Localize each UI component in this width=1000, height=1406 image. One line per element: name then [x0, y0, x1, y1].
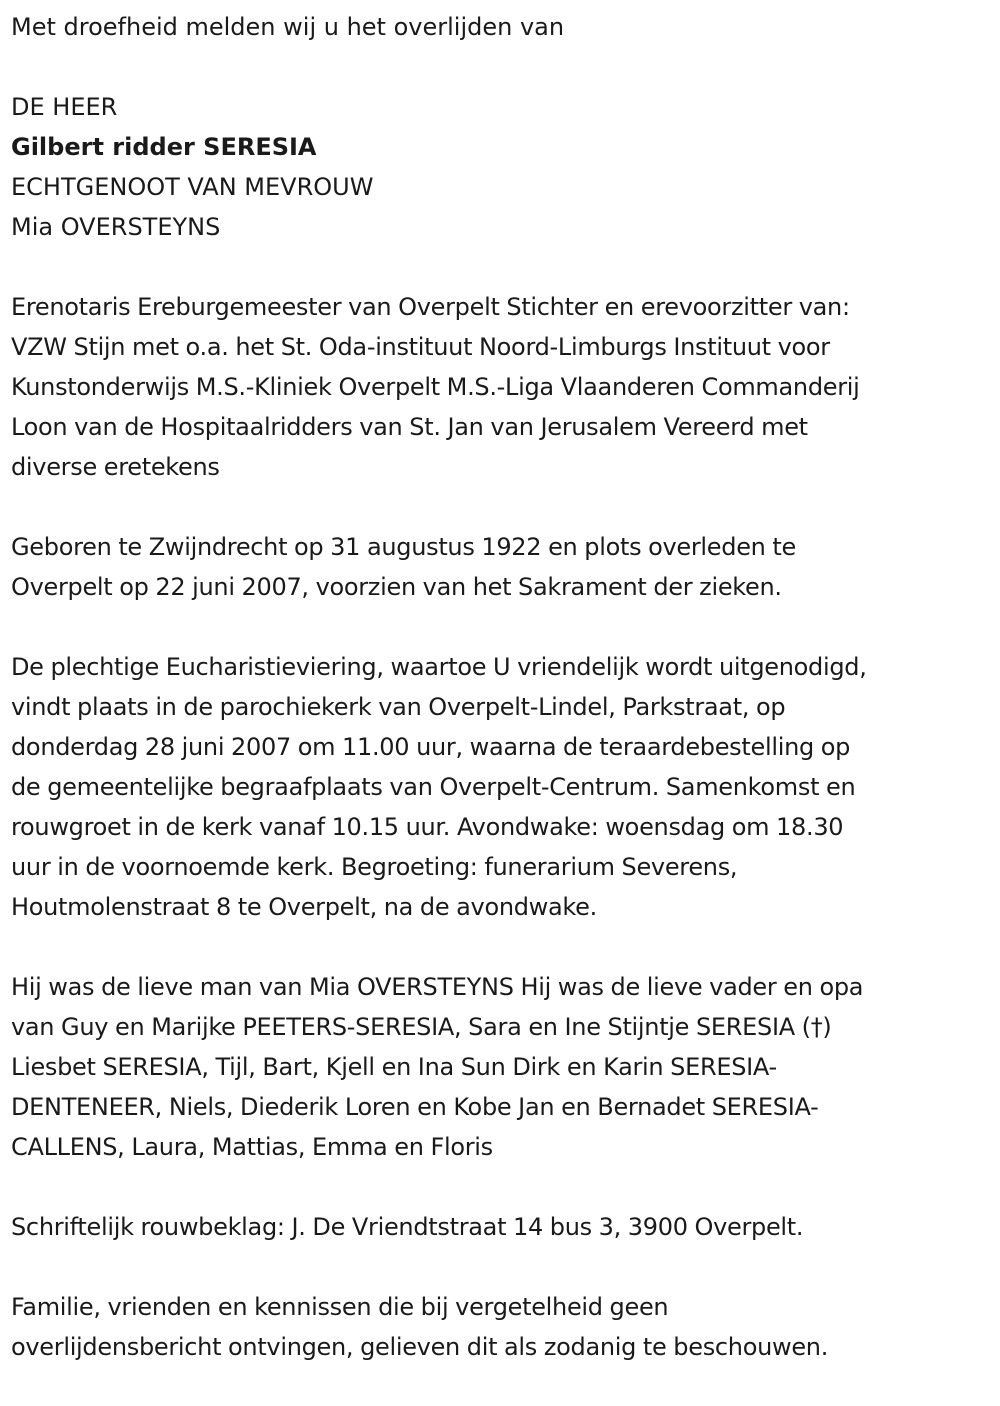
intro-line: Met droefheid melden wij u het overlijden van	[11, 13, 565, 41]
ceremony-line: rouwgroet in de kerk vanaf 10.15 uur. Avondwake: woensdag om 18.30	[11, 813, 844, 841]
birth-death-line: Overpelt op 22 juni 2007, voorzien van het Sakrament der zieken.	[11, 573, 782, 601]
spacer	[11, 47, 996, 87]
titles-line: Erenotaris Ereburgemeester van Overpelt Stichter en erevoorzitter van:	[11, 293, 850, 321]
ceremony-line: De plechtige Eucharistieviering, waartoe U vriendelijk wordt uitgenodigd,	[11, 653, 867, 681]
ceremony-line: vindt plaats in de parochiekerk van Overpelt-Lindel, Parkstraat, op	[11, 693, 786, 721]
spacer	[11, 927, 996, 967]
family-line: Hij was de lieve man van Mia OVERSTEYNS Hij was de lieve vader en opa	[11, 973, 864, 1001]
spouse-label: ECHTGENOOT VAN MEVROUW	[11, 173, 374, 201]
family-line: van Guy en Marijke PEETERS-SERESIA, Sara en Ine Stijntje SERESIA (†)	[11, 1013, 832, 1041]
ceremony-line: donderdag 28 juni 2007 om 11.00 uur, waarna de teraardebestelling op	[11, 733, 851, 761]
spouse-name: Mia OVERSTEYNS	[11, 213, 221, 241]
closing-line: Familie, vrienden en kennissen die bij vergetelheid geen	[11, 1293, 669, 1321]
spacer	[11, 1247, 996, 1287]
titles-line: diverse eretekens	[11, 453, 220, 481]
condolence-address: Schriftelijk rouwbeklag: J. De Vriendtstraat 14 bus 3, 3900 Overpelt.	[11, 1213, 804, 1241]
titles-paragraph	[11, 287, 996, 487]
closing-paragraph	[11, 1287, 996, 1367]
spacer	[11, 1167, 996, 1207]
birth-death-line: Geboren te Zwijndrecht op 31 augustus 1922 en plots overleden te	[11, 533, 796, 561]
ceremony-line: de gemeentelijke begraafplaats van Overpelt-Centrum. Samenkomst en	[11, 773, 856, 801]
titles-line: Loon van de Hospitaalridders van St. Jan van Jerusalem Vereerd met	[11, 413, 808, 441]
obituary-notice	[11, 7, 996, 1367]
closing-line: overlijdensbericht ontvingen, gelieven dit als zodanig te beschouwen.	[11, 1333, 829, 1361]
ceremony-line: uur in de voornoemde kerk. Begroeting: funerarium Severens,	[11, 853, 738, 881]
spacer	[11, 247, 996, 287]
family-line: CALLENS, Laura, Mattias, Emma en Floris	[11, 1133, 493, 1161]
ceremony-line: Houtmolenstraat 8 te Overpelt, na de avondwake.	[11, 893, 597, 921]
spacer	[11, 487, 996, 527]
spacer	[11, 607, 996, 647]
family-paragraph	[11, 967, 996, 1167]
family-line: Liesbet SERESIA, Tijl, Bart, Kjell en Ina Sun Dirk en Karin SERESIA-	[11, 1053, 777, 1081]
titles-line: VZW Stijn met o.a. het St. Oda-instituut Noord-Limburgs Instituut voor	[11, 333, 830, 361]
deceased-name: Gilbert ridder SERESIA	[11, 133, 317, 161]
birth-death-paragraph	[11, 527, 996, 607]
ceremony-paragraph	[11, 647, 996, 927]
family-line: DENTENEER, Niels, Diederik Loren en Kobe Jan en Bernadet SERESIA-	[11, 1093, 819, 1121]
honorific: DE HEER	[11, 93, 118, 121]
titles-line: Kunstonderwijs M.S.-Kliniek Overpelt M.S.-Liga Vlaanderen Commanderij	[11, 373, 860, 401]
